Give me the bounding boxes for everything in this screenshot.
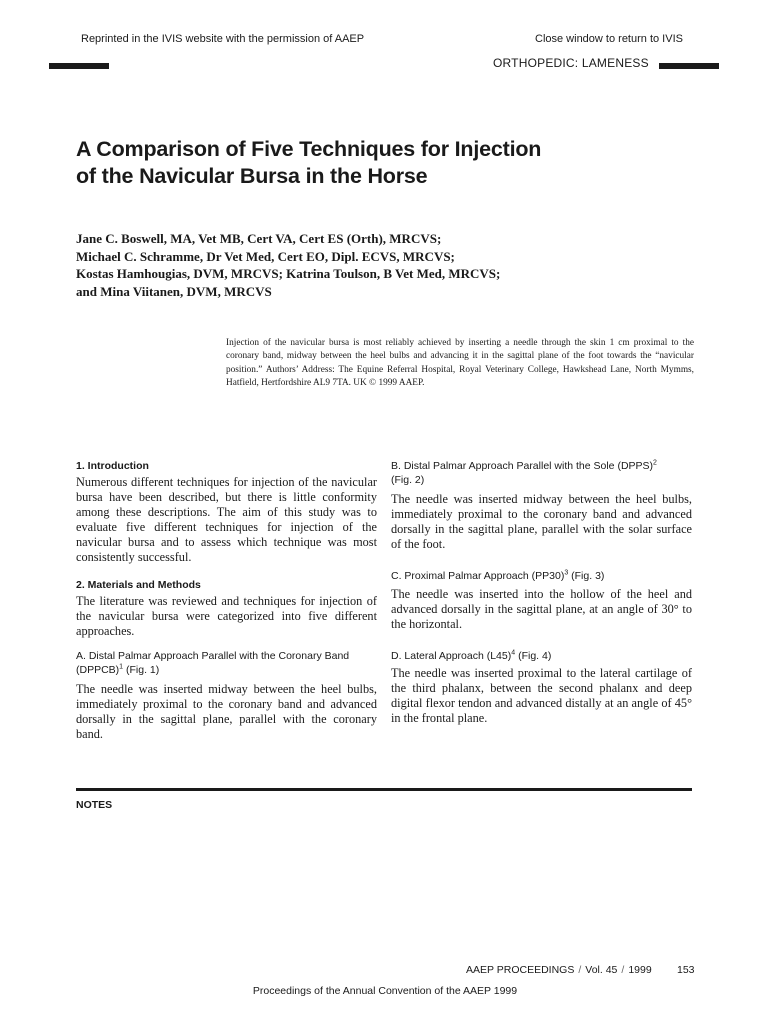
volume-label: Vol. 45 [585,964,618,976]
methods-heading: 2. Materials and Methods [76,579,201,591]
citation-2: 2 [653,459,657,467]
convention-label: Proceedings of the Annual Convention of the AAEP 1999 [252,985,518,997]
figure-ref-3: (Fig. 3) [568,570,605,582]
approach-b-heading [391,460,692,487]
right-column [391,460,692,726]
approach-b-title: B. Distal Palmar Approach Parallel with the Sole (DPPS) [391,460,654,472]
approach-d-heading [391,650,692,664]
reprint-note: Reprinted in the IVIS website with the permission of AAEP [81,33,365,45]
approach-d-text: The needle was inserted proximal to the lateral cartilage of the third phalanx, between the second phalanx and deep digital flexor tendon and advanced distally at an angle of 45° in the frontal plane. [391,666,692,725]
running-footer [466,964,652,976]
methods-text: The literature was reviewed and techniques for injection of the navicular bursa were categorized into five different approaches. [76,594,377,638]
approach-a-heading [76,650,377,677]
figure-ref-1: (Fig. 1) [123,663,160,676]
author-line: Michael C. Schramme, Dr Vet Med, Cert EO, Dipl. ECVS, MRCVS; [76,248,455,264]
figure-ref-4: (Fig. 4) [515,649,552,662]
author-line: Jane C. Boswell, MA, Vet MB, Cert VA, Cert ES (Orth), MRCVS; [76,231,442,246]
footer-separator: / [621,964,625,976]
citation-4: 4 [511,649,516,656]
author-line: and Mina Viitanen, DVM, MRCVS [76,283,272,299]
close-window-link[interactable]: Close window to return to IVIS [535,33,683,45]
introduction-text: Numerous different techniques for injection of the navicular bursa have been described, but there is little conformity among these descriptions. The aim of this study was to evaluate five different techniques for injection of the navicular bursa and to assess which technique was most consistently successful. [76,475,377,564]
footer-separator: / [578,964,582,976]
header-rule-left [49,63,109,69]
author-list [76,230,636,300]
figure-ref-2: (Fig. 2) [391,473,425,486]
notes-heading: NOTES [76,799,113,811]
convention-footer [0,985,768,997]
abstract: Injection of the navicular bursa is most reliably achieved by inserting a needle through the skin 1 cm proximal to the coronary band, midway between the heel bulbs and advancing it in the sagittal plane of the foot towards the “navicular position.” Authors’ Address: The Equine Referral Hospital, Royal Veterinary College, Hawkshead Lane, North Mymms, Hatfield, Hertfordshire AL9 7TA. UK © 1999 AAEP. [226,338,694,389]
approach-c-heading [391,570,692,584]
year-label: 1999 [628,964,652,976]
left-column [76,460,377,742]
approach-b-text: The needle was inserted midway between the heel bulbs, immediately proximal to the coronary band and advanced dorsally in the sagittal plane, parallel with the solar surface of the foot. [391,492,692,551]
title-line-1: A Comparison of Five Techniques for Injection [76,137,542,161]
title-line-2: of the Navicular Bursa in the Horse [76,164,428,188]
citation-1: 1 [119,663,124,670]
header-rule-right [659,63,719,69]
introduction-heading: 1. Introduction [76,460,149,472]
article-title [76,136,636,190]
approach-c-title: C. Proximal Palmar Approach (PP30) [391,570,565,582]
approach-d-title: D. Lateral Approach (L45) [391,649,512,662]
page-number: 153 [677,964,695,976]
notes-divider [76,788,692,791]
section-label: ORTHOPEDIC: LAMENESS [493,56,649,70]
approach-a-text: The needle was inserted midway between the heel bulbs, immediately proximal to the coronary band and advanced dorsally in the sagittal plane, parallel with the coronary band. [76,682,377,741]
proceedings-label: AAEP PROCEEDINGS [466,964,575,976]
citation-3: 3 [564,569,569,577]
author-line: Kostas Hamhougias, DVM, MRCVS; Katrina Toulson, B Vet Med, MRCVS; [76,266,501,281]
approach-c-text: The needle was inserted into the hollow of the heel and advanced dorsally in the sagittal plane, at an angle of 30° to the horizontal. [391,586,692,631]
approach-a-title: A. Distal Palmar Approach Parallel with the Coronary Band (DPPCB) [76,650,350,676]
